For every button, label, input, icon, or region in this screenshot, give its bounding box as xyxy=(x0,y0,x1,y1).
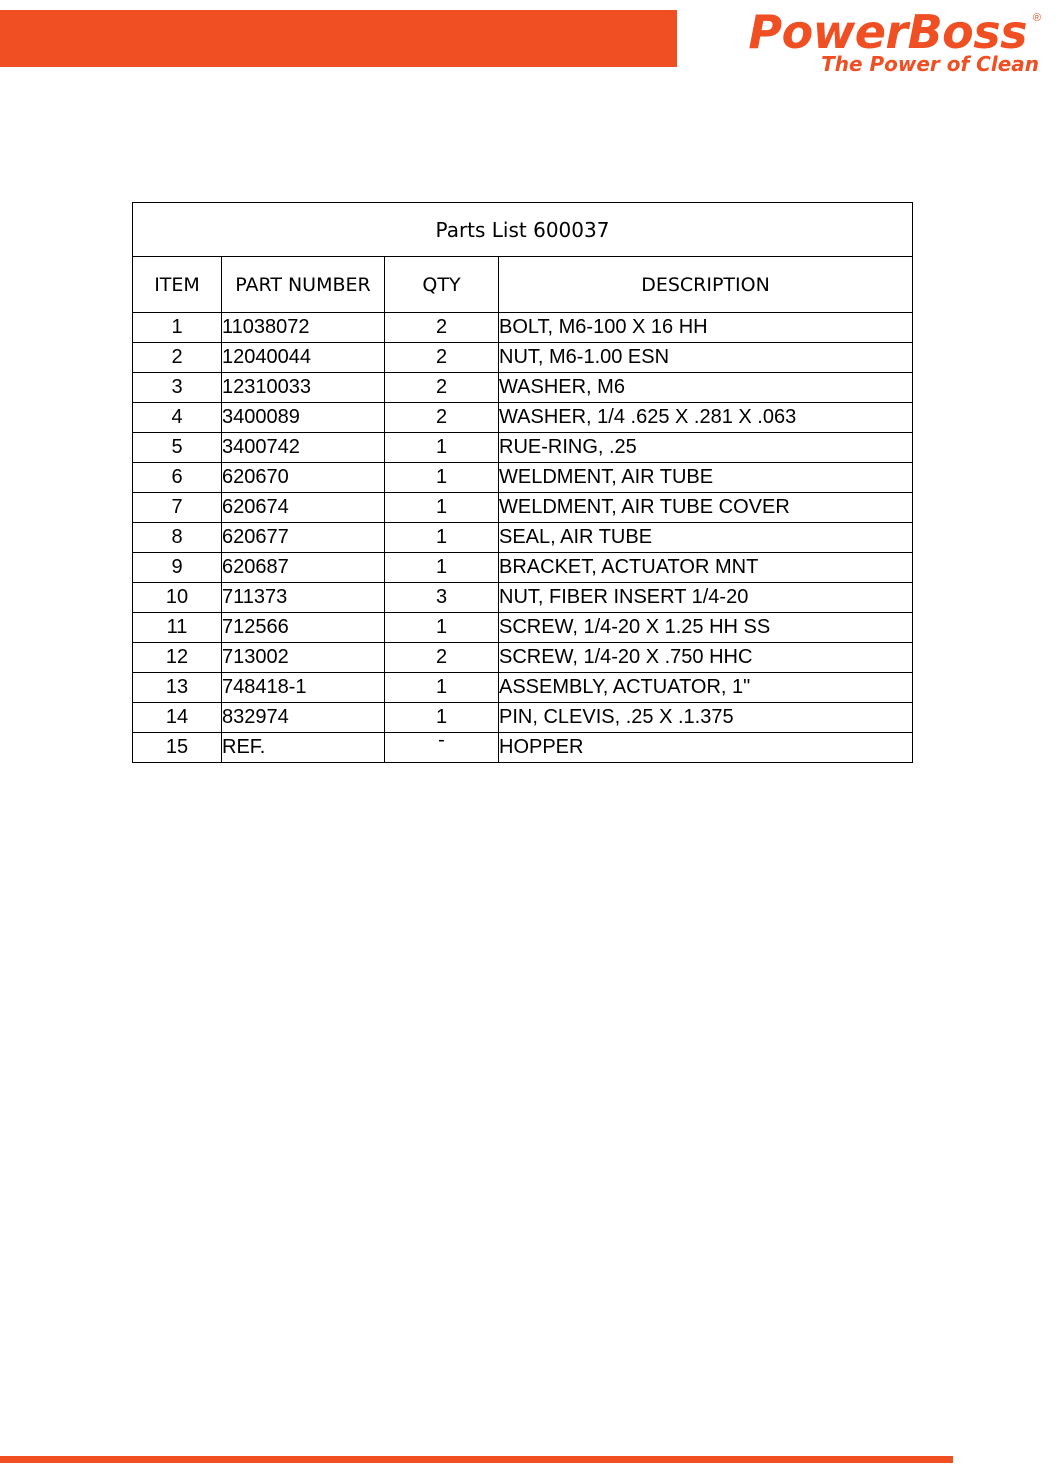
table-row xyxy=(133,433,913,463)
cell-item: 10 xyxy=(133,583,222,613)
logo-name: PowerBoss xyxy=(748,5,1027,59)
cell-description: NUT, FIBER INSERT 1/4-20 xyxy=(499,583,913,613)
cell-qty: 2 xyxy=(385,343,499,373)
cell-description: WASHER, M6 xyxy=(499,373,913,403)
cell-part-number: 620677 xyxy=(222,523,385,553)
table-row xyxy=(133,643,913,673)
cell-item: 11 xyxy=(133,613,222,643)
cell-item: 15 xyxy=(133,733,222,763)
cell-part-number: 11038072 xyxy=(222,313,385,343)
cell-item: 2 xyxy=(133,343,222,373)
header-bar xyxy=(0,10,677,67)
cell-part-number: 712566 xyxy=(222,613,385,643)
table-row xyxy=(133,673,913,703)
cell-description: BOLT, M6-100 X 16 HH xyxy=(499,313,913,343)
cell-qty: 1 xyxy=(385,673,499,703)
cell-part-number: REF. xyxy=(222,733,385,763)
cell-description: BRACKET, ACTUATOR MNT xyxy=(499,553,913,583)
cell-part-number: 713002 xyxy=(222,643,385,673)
cell-part-number: 748418-1 xyxy=(222,673,385,703)
cell-item: 4 xyxy=(133,403,222,433)
cell-item: 1 xyxy=(133,313,222,343)
cell-description: NUT, M6-1.00 ESN xyxy=(499,343,913,373)
cell-description: ASSEMBLY, ACTUATOR, 1" xyxy=(499,673,913,703)
cell-qty: 1 xyxy=(385,703,499,733)
cell-qty: 2 xyxy=(385,373,499,403)
cell-item: 14 xyxy=(133,703,222,733)
cell-part-number: 12310033 xyxy=(222,373,385,403)
cell-qty: 2 xyxy=(385,403,499,433)
header-qty: QTY xyxy=(385,257,499,313)
cell-description: WELDMENT, AIR TUBE COVER xyxy=(499,493,913,523)
cell-description: SCREW, 1/4-20 X 1.25 HH SS xyxy=(499,613,913,643)
cell-qty: 1 xyxy=(385,463,499,493)
cell-item: 12 xyxy=(133,643,222,673)
cell-description: WELDMENT, AIR TUBE xyxy=(499,463,913,493)
cell-part-number: 620674 xyxy=(222,493,385,523)
cell-description: SCREW, 1/4-20 X .750 HHC xyxy=(499,643,913,673)
cell-qty: 1 xyxy=(385,493,499,523)
table-row xyxy=(133,583,913,613)
table-header-row xyxy=(133,257,913,313)
table-title: Parts List 600037 xyxy=(133,203,913,257)
table-row xyxy=(133,343,913,373)
cell-description: WASHER, 1/4 .625 X .281 X .063 xyxy=(499,403,913,433)
parts-list-table xyxy=(132,202,913,763)
cell-qty: 1 xyxy=(385,553,499,583)
table-row xyxy=(133,523,913,553)
cell-qty: 1 xyxy=(385,613,499,643)
cell-qty: - xyxy=(385,733,499,763)
table-row xyxy=(133,613,913,643)
table-row xyxy=(133,403,913,433)
cell-item: 13 xyxy=(133,673,222,703)
cell-part-number: 711373 xyxy=(222,583,385,613)
cell-description: SEAL, AIR TUBE xyxy=(499,523,913,553)
cell-item: 9 xyxy=(133,553,222,583)
cell-item: 8 xyxy=(133,523,222,553)
registered-mark: ® xyxy=(1032,12,1041,24)
table-row xyxy=(133,313,913,343)
cell-description: RUE-RING, .25 xyxy=(499,433,913,463)
cell-part-number: 3400089 xyxy=(222,403,385,433)
header-description: DESCRIPTION xyxy=(499,257,913,313)
cell-part-number: 620670 xyxy=(222,463,385,493)
cell-part-number: 12040044 xyxy=(222,343,385,373)
cell-part-number: 832974 xyxy=(222,703,385,733)
cell-item: 5 xyxy=(133,433,222,463)
cell-description: PIN, CLEVIS, .25 X .1.375 xyxy=(499,703,913,733)
cell-part-number: 3400742 xyxy=(222,433,385,463)
cell-item: 7 xyxy=(133,493,222,523)
cell-item: 3 xyxy=(133,373,222,403)
header-item: ITEM xyxy=(133,257,222,313)
powerboss-logo xyxy=(690,6,1045,76)
footer-bar xyxy=(0,1456,953,1463)
cell-part-number: 620687 xyxy=(222,553,385,583)
cell-qty: 1 xyxy=(385,523,499,553)
table-row xyxy=(133,703,913,733)
table-row xyxy=(133,373,913,403)
cell-description: HOPPER xyxy=(499,733,913,763)
header-part-number: PART NUMBER xyxy=(222,257,385,313)
cell-item: 6 xyxy=(133,463,222,493)
cell-qty: 2 xyxy=(385,643,499,673)
cell-qty: 2 xyxy=(385,313,499,343)
table-row xyxy=(133,463,913,493)
cell-qty: 1 xyxy=(385,433,499,463)
table-row xyxy=(133,553,913,583)
logo-tagline: The Power of Clean xyxy=(821,52,1039,76)
table-body xyxy=(133,313,913,763)
cell-qty: 3 xyxy=(385,583,499,613)
table-row xyxy=(133,733,913,763)
table-row xyxy=(133,493,913,523)
